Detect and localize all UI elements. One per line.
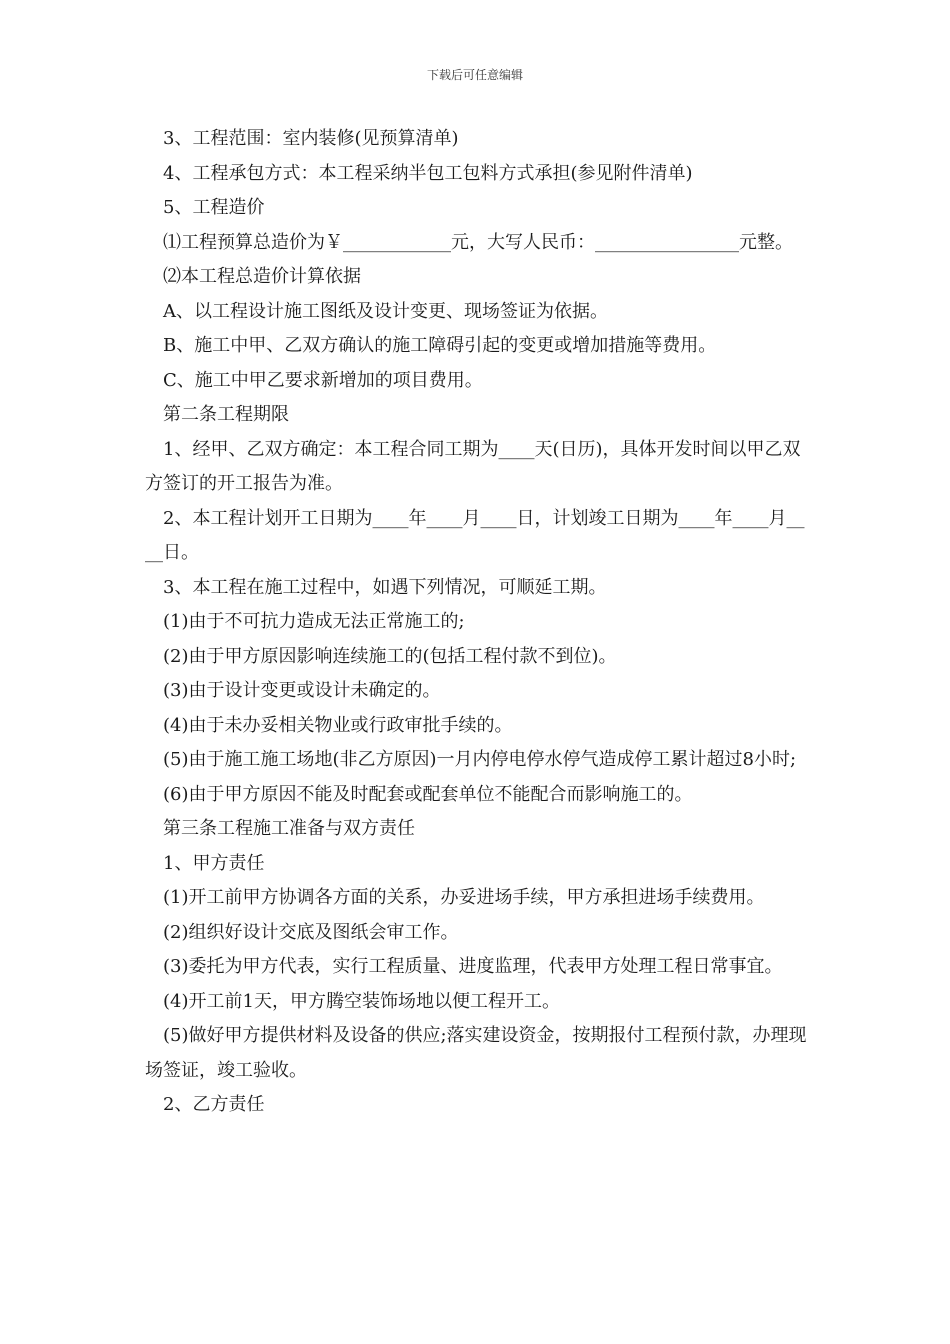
- document-body: [145, 122, 810, 1123]
- paragraph-extension-conditions: 3、本工程在施工过程中，如遇下列情况，可顺延工期。: [163, 576, 607, 598]
- paragraph-contract-method: 4、工程承包方式：本工程采纳半包工包料方式承担(参见附件清单): [163, 162, 693, 184]
- list-item: (4)由于未办妥相关物业或行政审批手续的。: [163, 714, 513, 736]
- paragraph-schedule-dates: 2、本工程计划开工日期为____年____月____日，计划竣工日期为____年____月____日。: [145, 507, 805, 563]
- subsection-title-party-a: 1、甲方责任: [163, 852, 265, 874]
- paragraph-basis-b: B、施工中甲、乙双方确认的施工障碍引起的变更或增加措施等费用。: [163, 335, 717, 356]
- subsection-title-party-b: 2、乙方责任: [163, 1094, 265, 1115]
- paragraph-total-cost: ⑴工程预算总造价为￥____________元，大写人民币：________________元整。: [163, 231, 793, 253]
- paragraph-cost-basis: ⑵本工程总造价计算依据: [163, 266, 361, 287]
- paragraph-basis-a: A、以工程设计施工图纸及设计变更、现场签证为依据。: [163, 300, 608, 322]
- list-item: (3)委托为甲方代表，实行工程质量、进度监理，代表甲方处理工程日常事宜。: [163, 956, 783, 977]
- list-item: (2)由于甲方原因影响连续施工的(包括工程付款不到位)。: [163, 645, 617, 667]
- list-item: (5)做好甲方提供材料及设备的供应;落实建设资金，按期报付工程预付款，办理现场签证，竣工验收。: [145, 1025, 807, 1081]
- list-item: (6)由于甲方原因不能及时配套或配套单位不能配合而影响施工的。: [163, 783, 693, 805]
- list-item: (1)开工前甲方协调各方面的关系，办妥进场手续，甲方承担进场手续费用。: [163, 887, 765, 908]
- list-item: (2)组织好设计交底及图纸会审工作。: [163, 921, 459, 943]
- list-item: (3)由于设计变更或设计未确定的。: [163, 680, 441, 701]
- page-header: 下载后可任意编辑: [426, 68, 523, 82]
- section-title-article-2: 第二条工程期限: [163, 404, 289, 425]
- paragraph-duration: 1、经甲、乙双方确定：本工程合同工期为____天(日历)，具体开发时间以甲乙双方签订的开工报告为准。: [145, 438, 801, 494]
- section-title-article-3: 第三条工程施工准备与双方责任: [163, 818, 415, 839]
- paragraph-scope: 3、工程范围：室内装修(见预算清单): [163, 128, 459, 149]
- list-item: (5)由于施工施工场地(非乙方原因)一月内停电停水停气造成停工累计超过8小时;: [163, 749, 797, 770]
- paragraph-cost-heading: 5、工程造价: [163, 197, 265, 218]
- paragraph-basis-c: C、施工中甲乙要求新增加的项目费用。: [163, 369, 483, 391]
- list-item: (4)开工前1天，甲方腾空装饰场地以便工程开工。: [163, 990, 560, 1012]
- list-item: (1)由于不可抗力造成无法正常施工的;: [163, 611, 465, 632]
